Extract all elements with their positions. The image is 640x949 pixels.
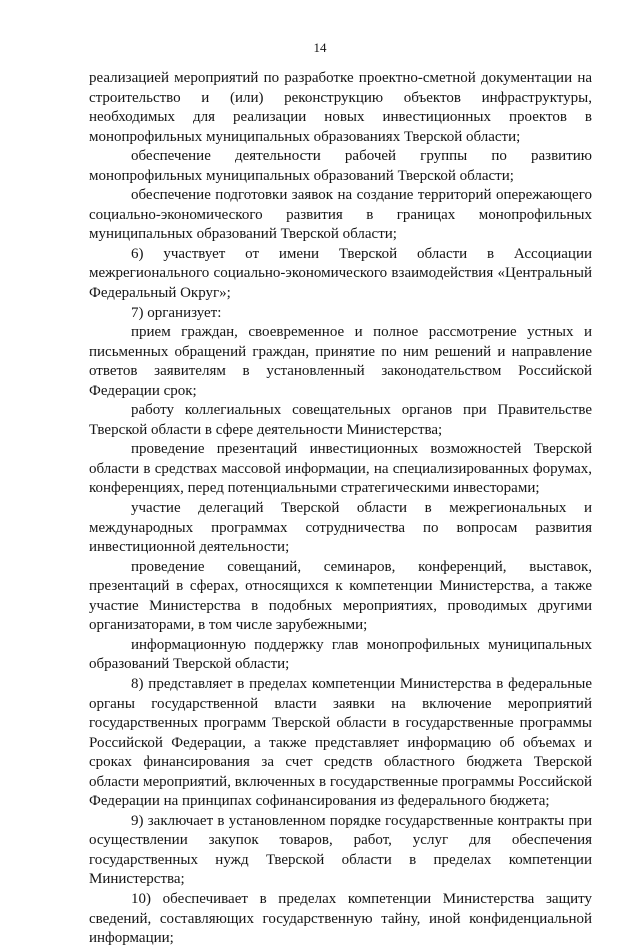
paragraph-6: прием граждан, своевременное и полное рассмотрение устных и письменных обращений граждан, принятие по ним решений и направление ответов заявителям в установленный законодательством Российской Федерации срок;: [89, 324, 592, 399]
paragraph-2: обеспечение деятельности рабочей группы по развитию монопрофильных муниципальных образований Тверской области;: [89, 148, 592, 184]
page-number: 14: [313, 40, 327, 55]
paragraph-9: участие делегаций Тверской области в межрегиональных и международных программах сотрудничества по вопросам развития инвестиционной деятельности;: [89, 500, 592, 556]
paragraph-10: проведение совещаний, семинаров, конференций, выставок, презентаций в сферах, относящихся к компетенции Министерства, а также участие Министерства в подобных мероприятиях, проводимых другими организаторами, в том числе зарубежными;: [89, 558, 592, 634]
paragraph-5: 7) организует:: [131, 304, 222, 321]
paragraph-8: проведение презентаций инвестиционных возможностей Тверской области в средствах массовой информации, на специализированных форумах, конференциях, перед потенциальными стратегическими инвесторами;: [89, 441, 592, 497]
paragraph-12: 8) представляет в пределах компетенции Министерства в федеральные органы государственной власти заявки на включение мероприятий государственных программ Тверской области в государственные программы Российской Федерации, а также представляет информацию об объемах и сроках финансирования за счет средств областного бюджета Тверской области мероприятий, включенных в государственные программы Российской Федерации на принципах софинансирования из федерального бюджета;: [89, 675, 592, 810]
paragraph-3: обеспечение подготовки заявок на создание территорий опережающего социально-экономического развития в границах монопрофильных муниципальных образований Тверской области;: [89, 187, 592, 243]
paragraph-11: информационную поддержку глав монопрофильных муниципальных образований Тверской области;: [89, 636, 592, 673]
paragraph-7: работу коллегиальных совещательных органов при Правительстве Тверской области в сфере деятельности Министерства;: [89, 402, 592, 438]
paragraph-1: реализацией мероприятий по разработке проектно-сметной документации на строительство и (или) реконструкцию объектов инфраструктуры, необходимых для реализации новых инвестиционных проектов в монопрофильных муниципальных образованиях Тверской области;: [89, 70, 592, 145]
paragraph-14: 10) обеспечивает в пределах компетенции Министерства защиту сведений, составляющих государственную тайну, иной конфиденциальной информации;: [89, 890, 592, 947]
paragraph-13: 9) заключает в установленном порядке государственные контракты при осуществлении закупок товаров, работ, услуг для обеспечения государственных нужд Тверской области в пределах компетенции Министерства;: [89, 812, 592, 888]
paragraph-4: 6) участвует от имени Тверской области в Ассоциации межрегионального социально-экономического взаимодействия «Центральный Федеральный Округ»;: [89, 245, 592, 302]
document-body: [89, 69, 592, 949]
